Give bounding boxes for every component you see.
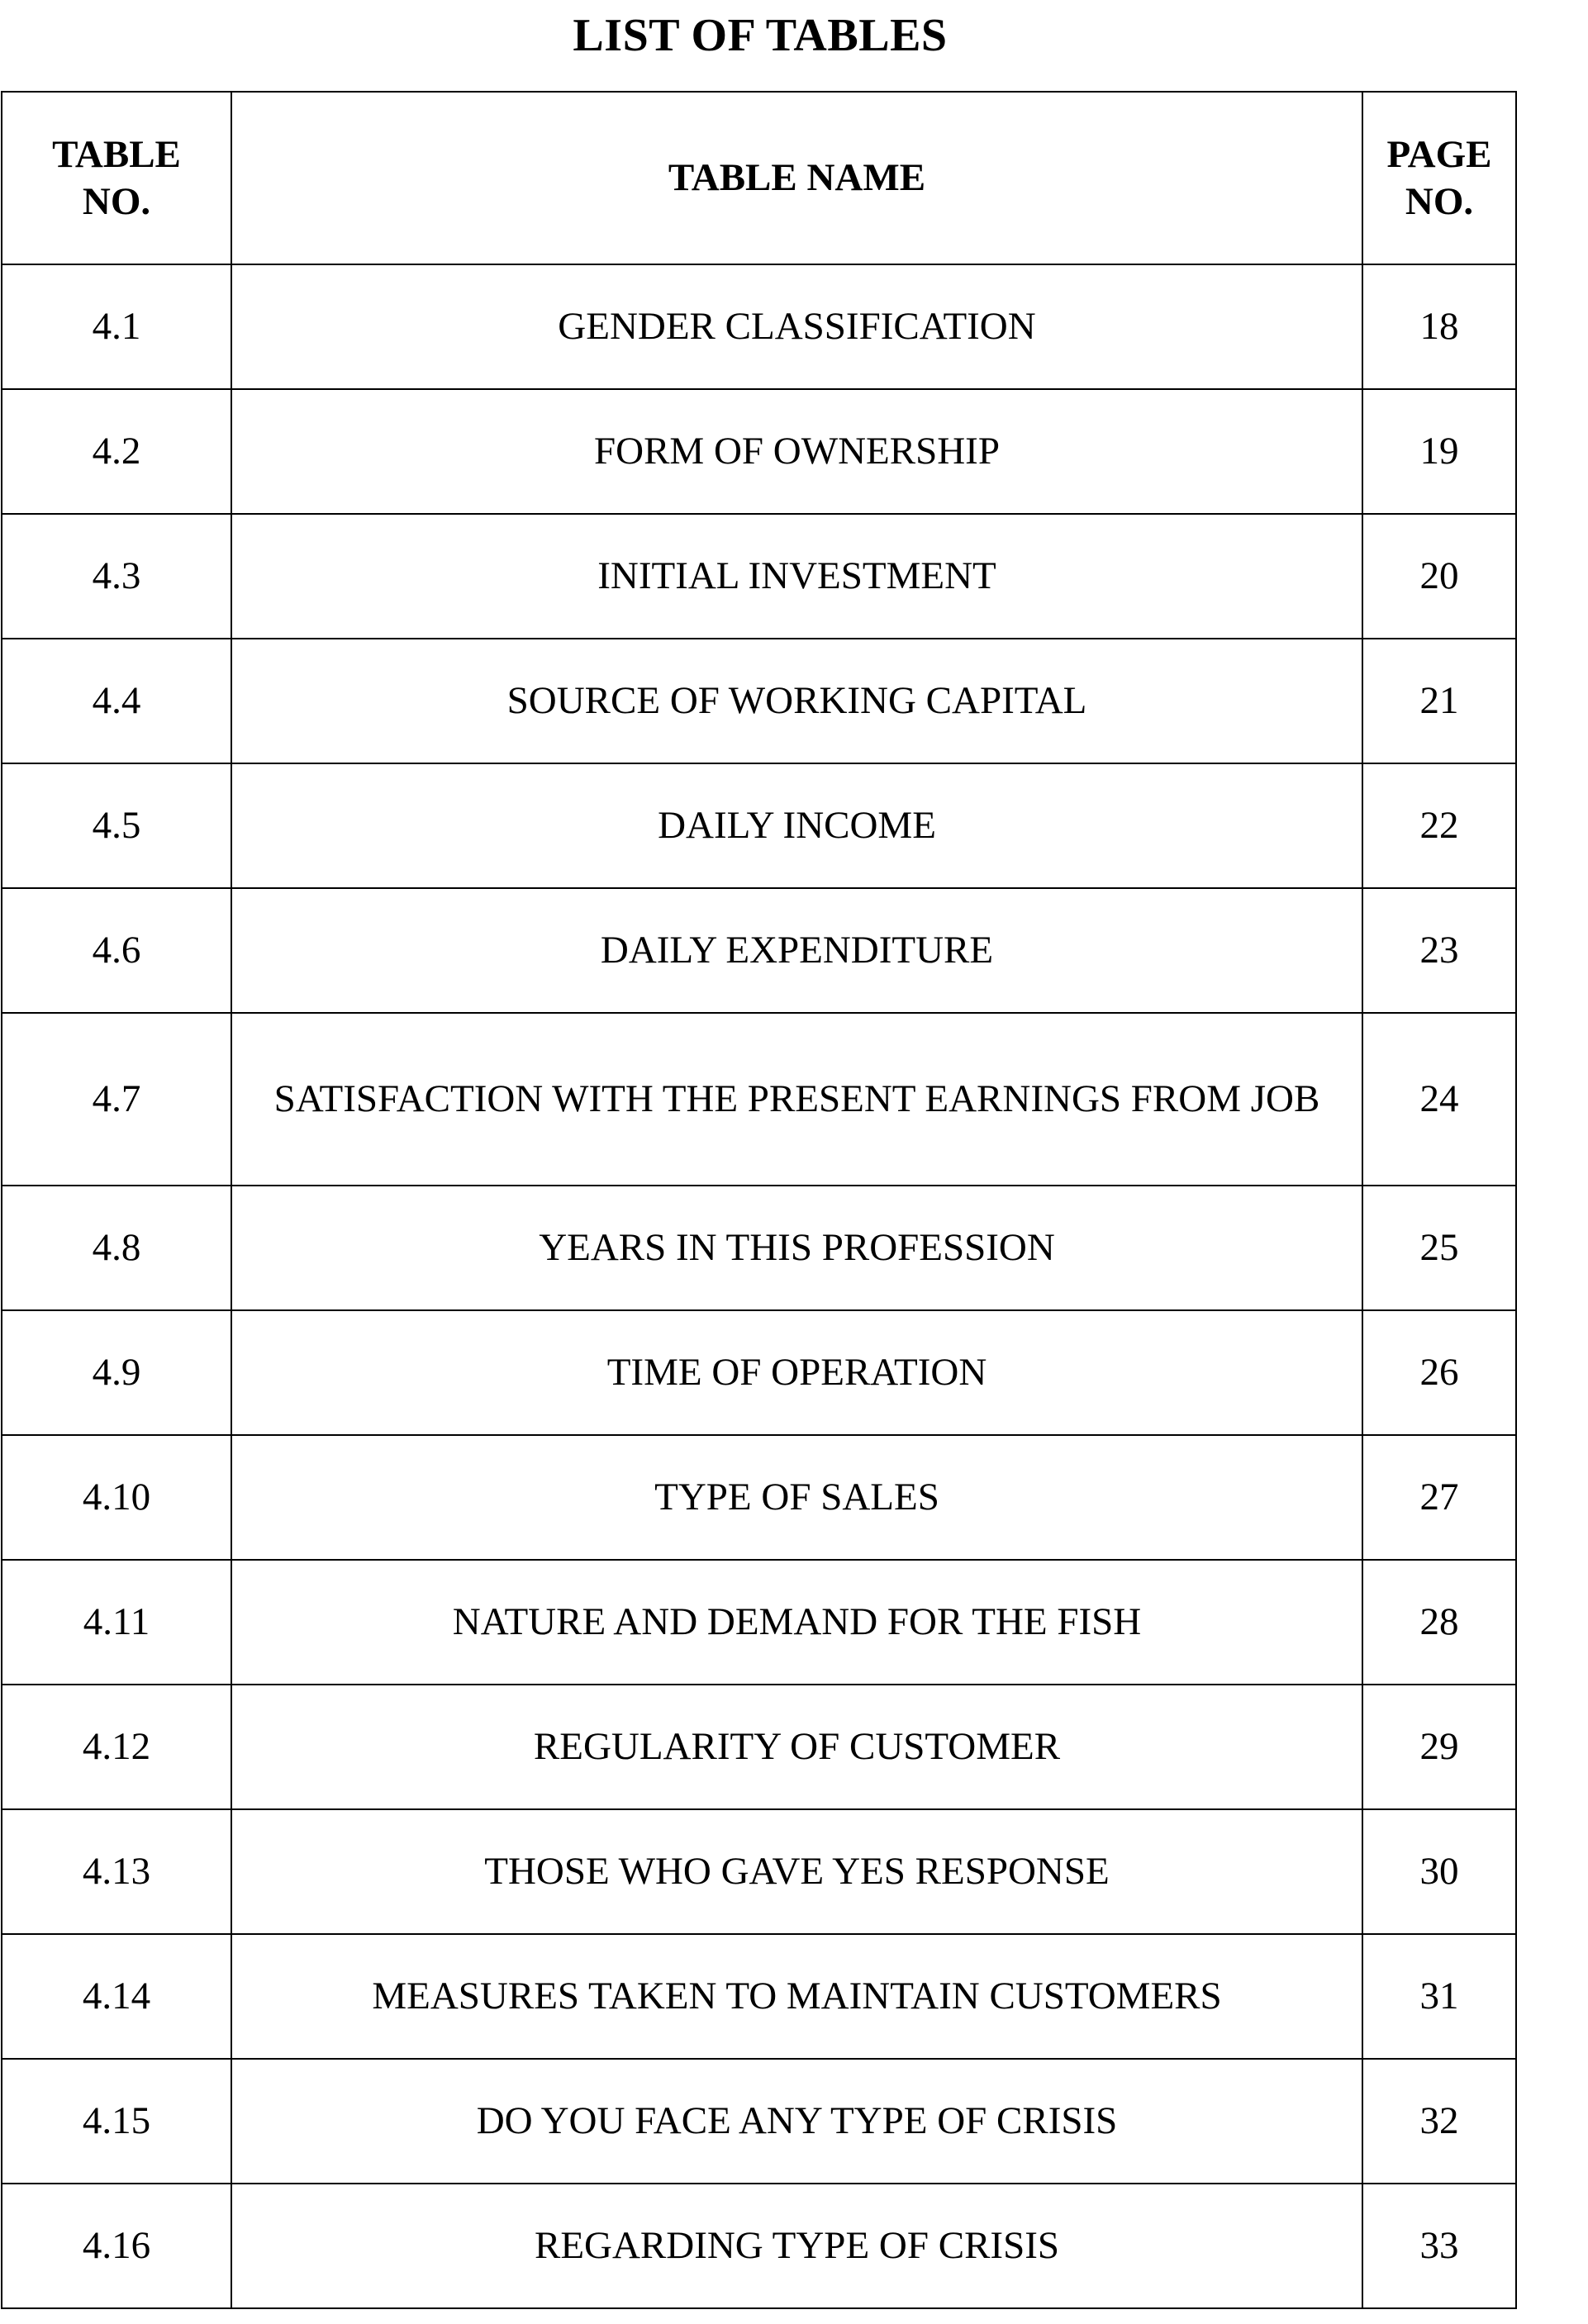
page-number: 22 [1362,763,1516,888]
table-number: 4.12 [2,1685,231,1809]
page-number: 18 [1362,264,1516,389]
table-name: REGARDING TYPE OF CRISIS [231,2184,1362,2308]
table-name: REGULARITY OF CUSTOMER [231,1685,1362,1809]
header-table-no [2,92,231,264]
page-title: LIST OF TABLES [573,10,948,61]
table-row [2,1685,1516,1809]
page-number: 23 [1362,888,1516,1013]
page-number: 28 [1362,1560,1516,1685]
header-page-no-line2: NO. [1405,179,1474,223]
page-number: 25 [1362,1186,1516,1310]
table-name: YEARS IN THIS PROFESSION [231,1186,1362,1310]
table-row [2,1186,1516,1310]
table-number: 4.1 [2,264,231,389]
table-row [2,1560,1516,1685]
table-row [2,1809,1516,1934]
page-number: 30 [1362,1809,1516,1934]
table-name: THOSE WHO GAVE YES RESPONSE [231,1809,1362,1934]
header-table-no-line1: TABLE [52,132,181,176]
table-number: 4.5 [2,763,231,888]
table-row [2,1435,1516,1560]
page-number: 21 [1362,639,1516,763]
table-name: INITIAL INVESTMENT [231,514,1362,639]
page-number: 32 [1362,2059,1516,2184]
table-row [2,888,1516,1013]
table-number: 4.3 [2,514,231,639]
header-page-no [1362,92,1516,264]
header-row [2,92,1516,264]
table-row [2,763,1516,888]
table-number: 4.10 [2,1435,231,1560]
page-number: 24 [1362,1013,1516,1186]
table-row [2,1013,1516,1186]
table-row [2,1310,1516,1435]
table-number: 4.13 [2,1809,231,1934]
table-number: 4.15 [2,2059,231,2184]
table-row [2,2059,1516,2184]
table-number: 4.4 [2,639,231,763]
table-name: FORM OF OWNERSHIP [231,389,1362,514]
table-number: 4.11 [2,1560,231,1685]
table-name: DAILY EXPENDITURE [231,888,1362,1013]
table-name: TIME OF OPERATION [231,1310,1362,1435]
table-name: DAILY INCOME [231,763,1362,888]
page-number: 33 [1362,2184,1516,2308]
table-number: 4.2 [2,389,231,514]
table-name: DO YOU FACE ANY TYPE OF CRISIS [231,2059,1362,2184]
table-name: NATURE AND DEMAND FOR THE FISH [231,1560,1362,1685]
table-row [2,2184,1516,2308]
table-number: 4.6 [2,888,231,1013]
table-row [2,1934,1516,2059]
table-number: 4.9 [2,1310,231,1435]
table-name: TYPE OF SALES [231,1435,1362,1560]
table-row [2,264,1516,389]
page-number: 27 [1362,1435,1516,1560]
table-name: GENDER CLASSIFICATION [231,264,1362,389]
header-table-no-line2: NO. [82,179,151,223]
table-row [2,514,1516,639]
table-number: 4.14 [2,1934,231,2059]
page-number: 31 [1362,1934,1516,2059]
table-number: 4.7 [2,1013,231,1186]
page-number: 29 [1362,1685,1516,1809]
table-row [2,639,1516,763]
table-name: SATISFACTION WITH THE PRESENT EARNINGS FROM JOB [231,1013,1362,1186]
page-number: 19 [1362,389,1516,514]
table-number: 4.16 [2,2184,231,2308]
page-number: 20 [1362,514,1516,639]
header-page-no-line1: PAGE [1386,132,1492,176]
table-name: SOURCE OF WORKING CAPITAL [231,639,1362,763]
table-name: MEASURES TAKEN TO MAINTAIN CUSTOMERS [231,1934,1362,2059]
table-number: 4.8 [2,1186,231,1310]
header-table-name: TABLE NAME [231,92,1362,264]
list-of-tables [1,91,1517,2309]
table-row [2,389,1516,514]
page-number: 26 [1362,1310,1516,1435]
